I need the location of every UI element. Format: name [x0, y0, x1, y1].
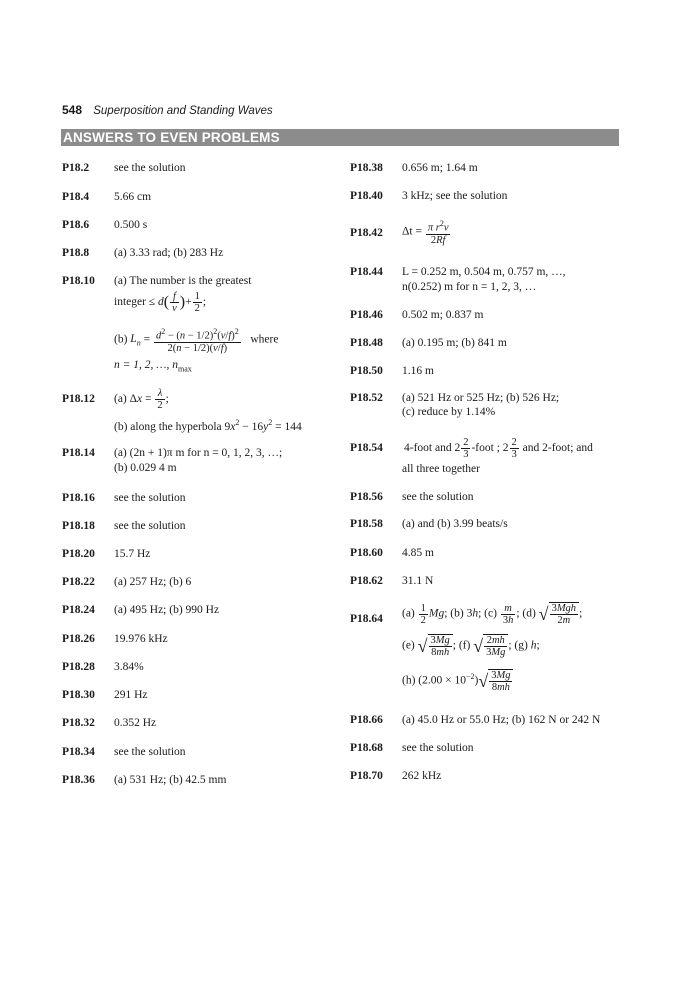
problem-number: P18.62	[350, 575, 383, 587]
problem-number: P18.52	[350, 392, 383, 404]
answer-text: (a) 495 Hz; (b) 990 Hz	[114, 604, 220, 616]
answer-text: 0.656 m; 1.64 m	[402, 162, 478, 174]
answer-line-2: (c) reduce by 1.14%	[402, 406, 496, 418]
answer-text: see the solution	[114, 492, 186, 504]
problem-number: P18.12	[62, 393, 95, 405]
problem-number: P18.20	[62, 548, 95, 560]
answer-line-1: (a) The number is the greatest	[114, 275, 252, 287]
section-banner: ANSWERS TO EVEN PROBLEMS	[61, 129, 619, 146]
answer-text: (a) 3.33 rad; (b) 283 Hz	[114, 247, 224, 259]
answer-text: see the solution	[114, 746, 186, 758]
page-number: 548	[62, 103, 83, 117]
answer-line-1: (a) $\frac{1}{2}$ Mg; (b) 3h; (c) $\frac{m}{3h}$ ; (d) √ $\frac{\text{3Mgh}}{2m}$ ;	[402, 602, 583, 626]
answer-text: 15.7 Hz	[114, 548, 151, 560]
problem-number: P18.48	[350, 337, 383, 349]
answer-text: 0.352 Hz	[114, 717, 157, 729]
problem-number: P18.66	[350, 714, 383, 726]
problem-number: P18.32	[62, 717, 95, 729]
problem-number: P18.6	[62, 219, 90, 231]
answer-text: see the solution	[402, 742, 474, 754]
problem-number: P18.44	[350, 266, 383, 278]
problem-number: P18.70	[350, 770, 383, 782]
problem-number: P18.58	[350, 518, 383, 530]
answer-text: (a) 531 Hz; (b) 42.5 mm	[114, 774, 227, 786]
problem-number: P18.4	[62, 191, 90, 203]
answer-text: 4.85 m	[402, 547, 434, 559]
running-head	[62, 103, 273, 117]
problem-number: P18.10	[62, 275, 95, 287]
chapter-title: Superposition and Standing Waves	[93, 105, 273, 117]
answer-text: 19.976 kHz	[114, 633, 168, 645]
problem-number: P18.30	[62, 689, 95, 701]
answer-text: 0.500 s	[114, 219, 148, 231]
answer-line-2: (e) √ $\frac{3Mg}{8mh}$ ; (f) √ $\frac{2mh}{3Mg}$ ; (g) h;	[402, 635, 540, 658]
answer-line-2: n(0.252) m for n = 1, 2, 3, …	[402, 281, 537, 293]
problem-number: P18.60	[350, 547, 383, 559]
answer-line-2: integer ≤ d( $\frac{f}{v}$ )+ $\frac{1}{2}$ ;	[114, 291, 207, 314]
problem-number: P18.50	[350, 365, 383, 377]
answer-text: (a) 257 Hz; (b) 6	[114, 576, 192, 588]
answer-text: (a) 45.0 Hz or 55.0 Hz; (b) 162 N or 242 N	[402, 714, 601, 726]
answer-text: 5.66 cm	[114, 191, 152, 203]
answer-text: 3.84%	[114, 661, 144, 673]
problem-number: P18.22	[62, 576, 95, 588]
answer-line-3: (b) $L_n$ = $\frac{d^2 - (n - 1/2)^2(v/f)^2}{2(n - 1/2)(v/f)}$ where	[114, 327, 279, 354]
problem-number: P18.18	[62, 520, 95, 532]
problem-number: P18.40	[350, 190, 383, 202]
answer-text: 3 kHz; see the solution	[402, 190, 508, 202]
answer-line-3: (h) $(2.00 \times 10^{-2})√$ $\frac{3Mg}{8mh}$	[402, 669, 513, 693]
problem-number: P18.24	[62, 604, 95, 616]
problem-number: P18.46	[350, 309, 383, 321]
problem-number: P18.2	[62, 162, 90, 174]
problem-number: P18.34	[62, 746, 95, 758]
answer-text: see the solution	[402, 491, 474, 503]
answer-line-2: all three together	[402, 463, 480, 475]
problem-number: P18.28	[62, 661, 95, 673]
problem-number: P18.68	[350, 742, 383, 754]
answer-line-1: 4-foot and 2 $\frac{2}{3}$ -foot ; 2 $\frac{2}{3}$ and 2-foot; and	[404, 437, 593, 460]
problem-number: P18.26	[62, 633, 95, 645]
answer-text: 31.1 N	[402, 575, 434, 587]
problem-number: P18.14	[62, 447, 95, 459]
answer-text: 1.16 m	[402, 365, 434, 377]
problem-number: P18.56	[350, 491, 383, 503]
answer-line-4: n = 1, 2, …, $n_{max}$	[114, 359, 192, 374]
answer-line-1: L = 0.252 m, 0.504 m, 0.757 m, …,	[402, 266, 566, 278]
answer-text: 262 kHz	[402, 770, 442, 782]
answer-text: see the solution	[114, 162, 186, 174]
answer-text: 0.502 m; 0.837 m	[402, 309, 484, 321]
answer-text: (a) 0.195 m; (b) 841 m	[402, 337, 507, 349]
answer-line-2: (b) 0.029 4 m	[114, 462, 177, 474]
answer-line-2: (b) along the hyperbola $9x^2 - 16y^2 = 144$	[114, 418, 302, 433]
answer-line-1: (a) Δx = $\frac{\lambda}{2}$ ;	[114, 388, 169, 411]
answer-text: see the solution	[114, 520, 186, 532]
answer-line-1: (a) (2n + 1)π m for n = 0, 1, 2, 3, …;	[114, 447, 283, 459]
problem-number: P18.16	[62, 492, 95, 504]
answer-line-1: (a) 521 Hz or 525 Hz; (b) 526 Hz;	[402, 392, 560, 404]
problem-number: P18.36	[62, 774, 95, 786]
answer-text: Δt = $\frac{\pi r^2v}{2Rf}$	[402, 219, 449, 246]
answer-text: 291 Hz	[114, 689, 148, 701]
problem-number: P18.8	[62, 247, 90, 259]
problem-number: P18.38	[350, 162, 383, 174]
problem-number: P18.64	[350, 613, 383, 625]
problem-number: P18.54	[350, 442, 383, 454]
answer-text: (a) and (b) 3.99 beats/s	[402, 518, 508, 530]
problem-number: P18.42	[350, 227, 383, 239]
